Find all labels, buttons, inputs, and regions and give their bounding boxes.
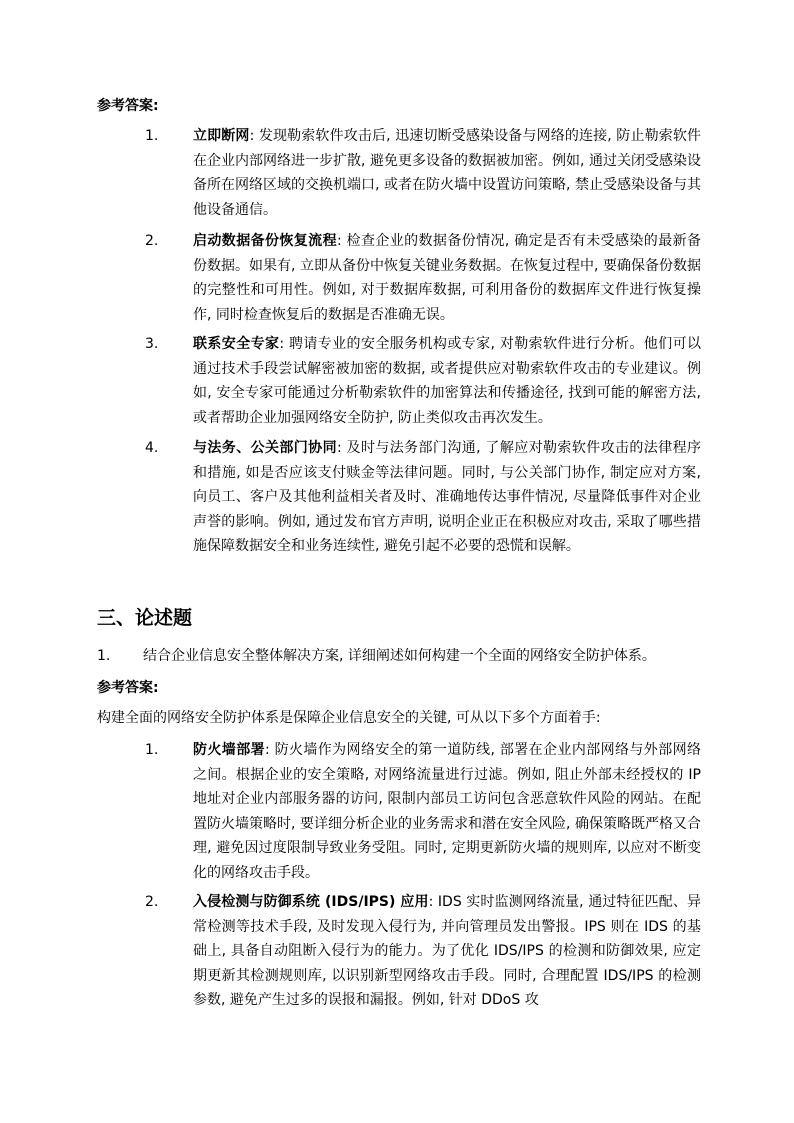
question xyxy=(97,645,701,667)
list-item-text xyxy=(193,124,701,222)
answer-label: 参考答案: xyxy=(97,680,159,696)
list-item-text xyxy=(193,436,701,559)
question-number: 1. xyxy=(97,648,111,664)
list-item-title: 启动数据备份恢复流程 xyxy=(193,233,337,249)
list-item xyxy=(97,890,701,1013)
list-item-body: : IDS 实时监测网络流量, 通过特征匹配、异常检测等技术手段, 及时发现入侵行为, 并向管理员发出警报。IPS 则在 IDS 的基础上, 具备自动阻断入侵行为的能力。为了优化 IDS/IPS 的检测和防御效果, 应定期更新其检测规则库, 以识别新型网络攻击手段。同时, 合理配置 IDS/IPS 的检测参数, 避免产生过多的误报和漏报。例如, 针对 DDoS 攻 xyxy=(193,894,702,1008)
list-item-title: 联系安全专家 xyxy=(193,336,280,352)
list-item-text xyxy=(193,890,701,1013)
list-item-title: 立即断网 xyxy=(193,128,250,144)
list-item-number: 1. xyxy=(145,742,159,758)
list-item-text xyxy=(193,738,701,885)
list-item-number: 4. xyxy=(145,440,159,456)
list-item-title: 防火墙部署 xyxy=(193,742,265,758)
list-item-number: 3. xyxy=(145,336,159,352)
list-item-body: : 发现勒索软件攻击后, 迅速切断受感染设备与网络的连接, 防止勒索软件在企业内部网络进一步扩散, 避免更多设备的数据被加密。例如, 通过关闭受感染设备所在网络区域的交换机端口, 或者在防火墙中设置访问策略, 禁止受感染设备与其他设备通信。 xyxy=(193,128,702,218)
list-item-text xyxy=(193,332,701,430)
list-item xyxy=(97,738,701,885)
list-item-number: 2. xyxy=(145,233,159,249)
list-item-title: 入侵检测与防御系统 (IDS/IPS) 应用 xyxy=(193,894,429,910)
list-item-number: 1. xyxy=(145,128,159,144)
list-item-body: : 聘请专业的安全服务机构或专家, 对勒索软件进行分析。他们可以通过技术手段尝试解密被加密的数据, 或者提供应对勒索软件攻击的专业建议。例如, 安全专家可能通过分析勒索软件的加密算法和传播途径, 找到可能的解密方法, 或者帮助企业加强网络安全防护, 防止类似攻击再次发生。 xyxy=(193,336,701,426)
answer-label: 参考答案: xyxy=(97,98,159,114)
list-item-title: 与法务、公关部门协同 xyxy=(193,440,337,456)
list-item-body: : 检查企业的数据备份情况, 确定是否有未受感染的最新备份数据。如果有, 立即从备份中恢复关键业务数据。在恢复过程中, 要确保备份数据的完整性和可用性。例如, 对于数据库数据, 可利用备份的数据库文件进行恢复操作, 同时检查恢复后的数据是否准确无误。 xyxy=(193,233,701,323)
list-item-body: : 及时与法务部门沟通, 了解应对勒索软件攻击的法律程序和措施, 如是否应该支付赎金等法律问题。同时, 与公关部门协作, 制定应对方案, 向员工、客户及其他利益相关者及时、准确地传达事件情况, 尽量降低事件对企业声誉的影响。例如, 通过发布官方声明, 说明企业正在积极应对攻击, 采取了哪些措施保障数据安全和业务连续性, 避免引起不必要的恐慌和误解。 xyxy=(193,440,701,554)
list-item xyxy=(97,124,701,222)
list-item-body: : 防火墙作为网络安全的第一道防线, 部署在企业内部网络与外部网络之间。根据企业的安全策略, 对网络流量进行过滤。例如, 阻止外部未经授权的 IP 地址对企业内部服务器的访问, 限制内部员工访问包含恶意软件风险的网站。在配置防火墙策略时, 要详细分析企业的业务需求和潜在安全风险, 确保策略既严格又合理, 避免因过度限制导致业务受阻。同时, 定期更新防火墙的规则库, 以应对不断变化的网络攻击手段。 xyxy=(193,742,701,881)
list-item-number: 2. xyxy=(145,894,159,910)
list-item xyxy=(97,229,701,327)
question-text: 结合企业信息安全整体解决方案, 详细阐述如何构建一个全面的网络安全防护体系。 xyxy=(143,648,656,664)
list-item-text xyxy=(193,229,701,327)
section-heading: 三、论述题 xyxy=(97,607,193,629)
list-item xyxy=(97,332,701,430)
answer-intro: 构建全面的网络安全防护体系是保障企业信息安全的关键, 可从以下多个方面着手: xyxy=(97,710,601,726)
list-item xyxy=(97,436,701,559)
